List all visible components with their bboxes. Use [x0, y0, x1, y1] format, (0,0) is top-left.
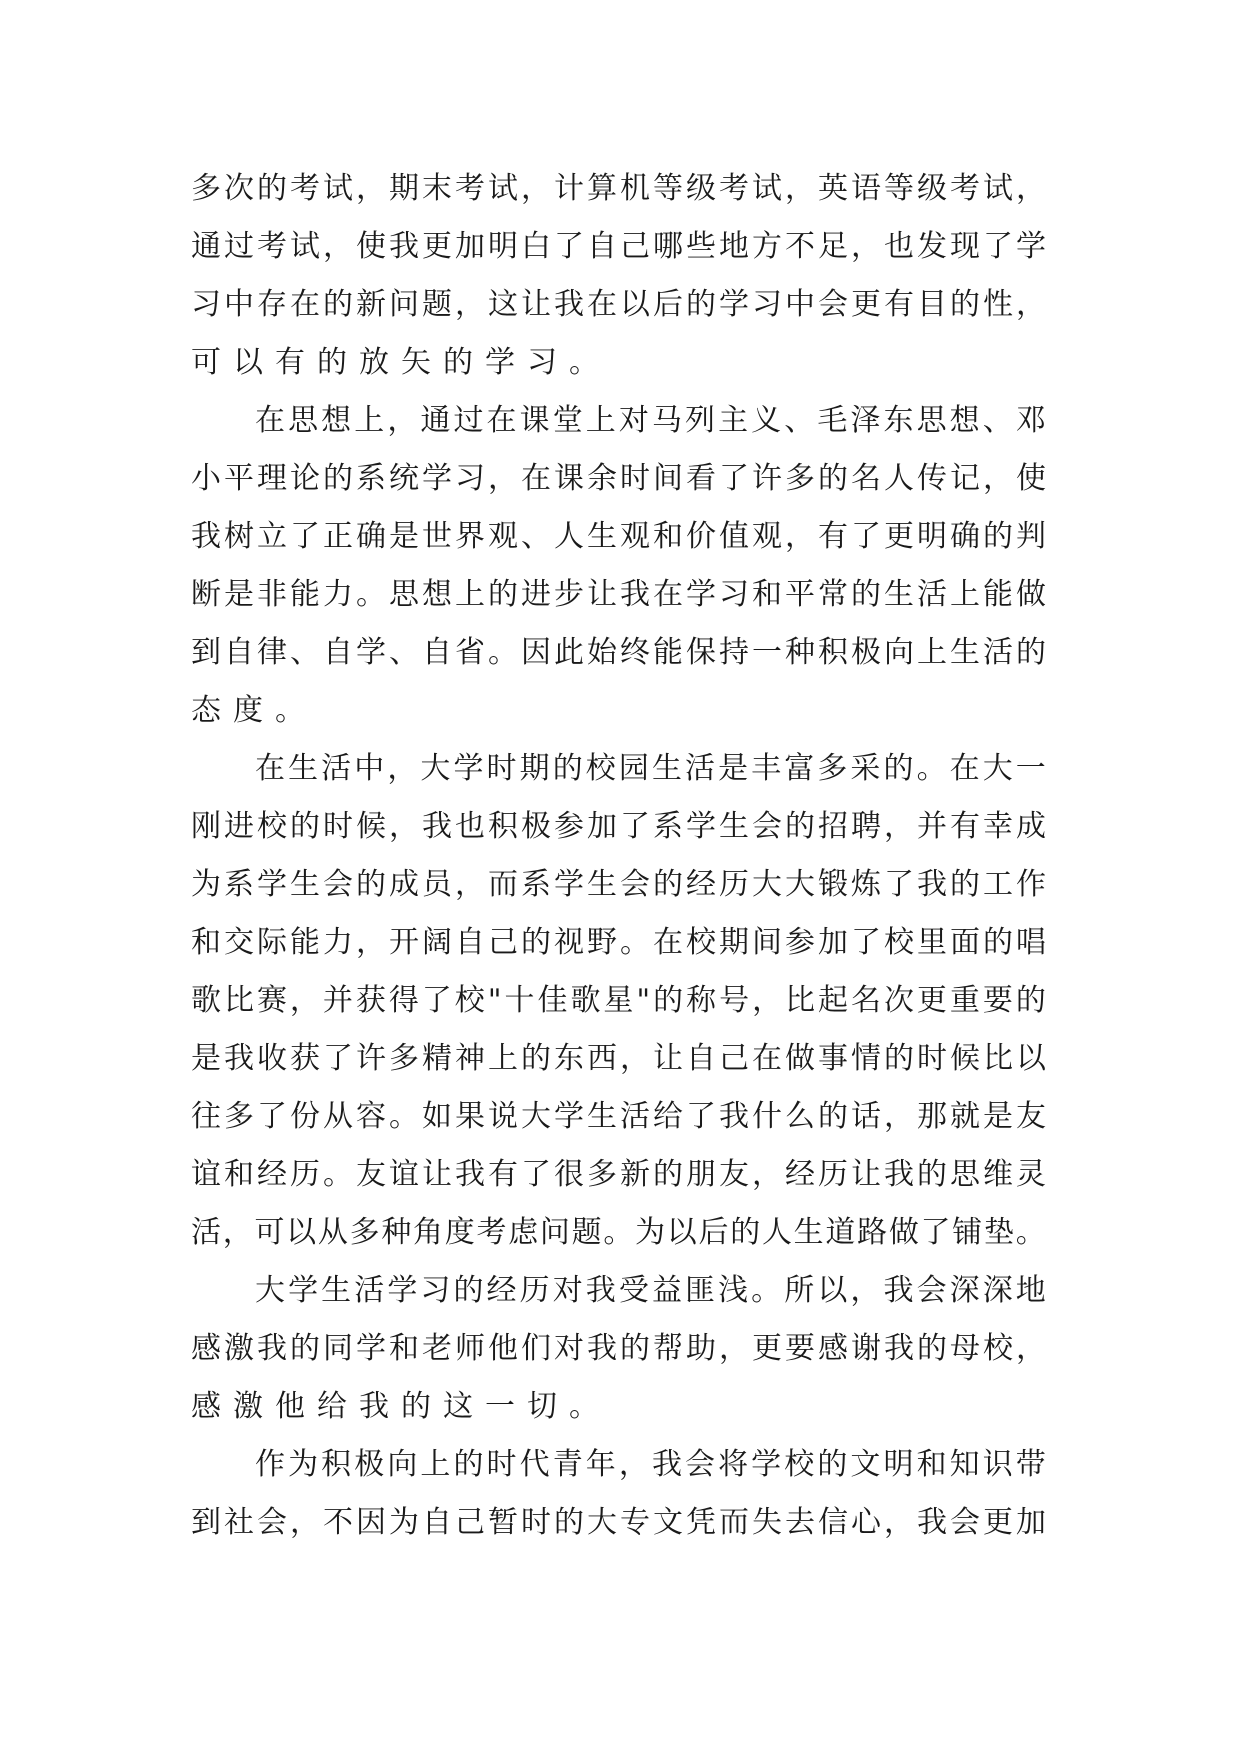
document-body [191, 160, 1046, 1552]
text-line: 通 过 考 试 ， 使 我 更 加 明 白 了 自 己 哪 些 地 方 不 足 ， 也 发 现 了 学 [191, 229, 1046, 264]
text-line: 态度。 [191, 693, 317, 728]
text-line: 活 ， 可 以 从 多 种 角 度 考 虑 问 题 。 为 以 后 的 人 生 道 路 做 了 铺 垫 。 [191, 1215, 1046, 1250]
text-line: 歌 比 赛 ， 并 获 得 了 校 " 十 佳 歌 星 " 的 称 号 ， 比 起 名 次 更 重 要 的 [191, 983, 1046, 1018]
text-line: 在 思 想 上 ， 通 过 在 课 堂 上 对 马 列 主 义 、 毛 泽 东 思 想 、 邓 [255, 403, 1046, 438]
text-line: 和 交 际 能 力 ， 开 阔 自 己 的 视 野 。 在 校 期 间 参 加 了 校 里 面 的 唱 [191, 925, 1046, 960]
text-line: 为 系 学 生 会 的 成 员 ， 而 系 学 生 会 的 经 历 大 大 锻 炼 了 我 的 工 作 [191, 867, 1046, 902]
text-line: 作 为 积 极 向 上 的 时 代 青 年 ， 我 会 将 学 校 的 文 明 和 知 识 带 [255, 1447, 1046, 1482]
text-line: 感激他给我的这一切。 [191, 1389, 611, 1424]
text-line: 谊 和 经 历 。 友 谊 让 我 有 了 很 多 新 的 朋 友 ， 经 历 让 我 的 思 维 灵 [191, 1157, 1046, 1192]
text-line: 可以有的放矢的学习。 [191, 345, 611, 380]
text-line: 我 树 立 了 正 确 是 世 界 观 、 人 生 观 和 价 值 观 ， 有 了 更 明 确 的 判 [191, 519, 1046, 554]
text-line: 大 学 生 活 学 习 的 经 历 对 我 受 益 匪 浅 。 所 以 ， 我 会 深 深 地 [255, 1273, 1046, 1308]
text-line: 习 中 存 在 的 新 问 题 ， 这 让 我 在 以 后 的 学 习 中 会 更 有 目 的 性 ， [191, 287, 1046, 322]
text-line: 小 平 理 论 的 系 统 学 习 ， 在 课 余 时 间 看 了 许 多 的 名 人 传 记 ， 使 [191, 461, 1046, 496]
text-line: 感 激 我 的 同 学 和 老 师 他 们 对 我 的 帮 助 ， 更 要 感 谢 我 的 母 校 ， [191, 1331, 1046, 1366]
text-line: 断 是 非 能 力 。 思 想 上 的 进 步 让 我 在 学 习 和 平 常 的 生 活 上 能 做 [191, 577, 1046, 612]
text-line: 往 多 了 份 从 容 。 如 果 说 大 学 生 活 给 了 我 什 么 的 话 ， 那 就 是 友 [191, 1099, 1046, 1134]
text-line: 是 我 收 获 了 许 多 精 神 上 的 东 西 ， 让 自 己 在 做 事 情 的 时 候 比 以 [191, 1041, 1046, 1076]
text-line: 刚 进 校 的 时 候 ， 我 也 积 极 参 加 了 系 学 生 会 的 招 聘 ， 并 有 幸 成 [191, 809, 1046, 844]
text-line: 多 次 的 考 试 ， 期 末 考 试 ， 计 算 机 等 级 考 试 ， 英 语 等 级 考 试 ， [191, 171, 1046, 206]
text-line: 到 社 会 ， 不 因 为 自 己 暂 时 的 大 专 文 凭 而 失 去 信 心 ， 我 会 更 加 [191, 1505, 1046, 1540]
text-line: 在 生 活 中 ， 大 学 时 期 的 校 园 生 活 是 丰 富 多 采 的 。 在 大 一 [255, 751, 1046, 786]
text-line: 到 自 律 、 自 学 、 自 省 。 因 此 始 终 能 保 持 一 种 积 极 向 上 生 活 的 [191, 635, 1046, 670]
